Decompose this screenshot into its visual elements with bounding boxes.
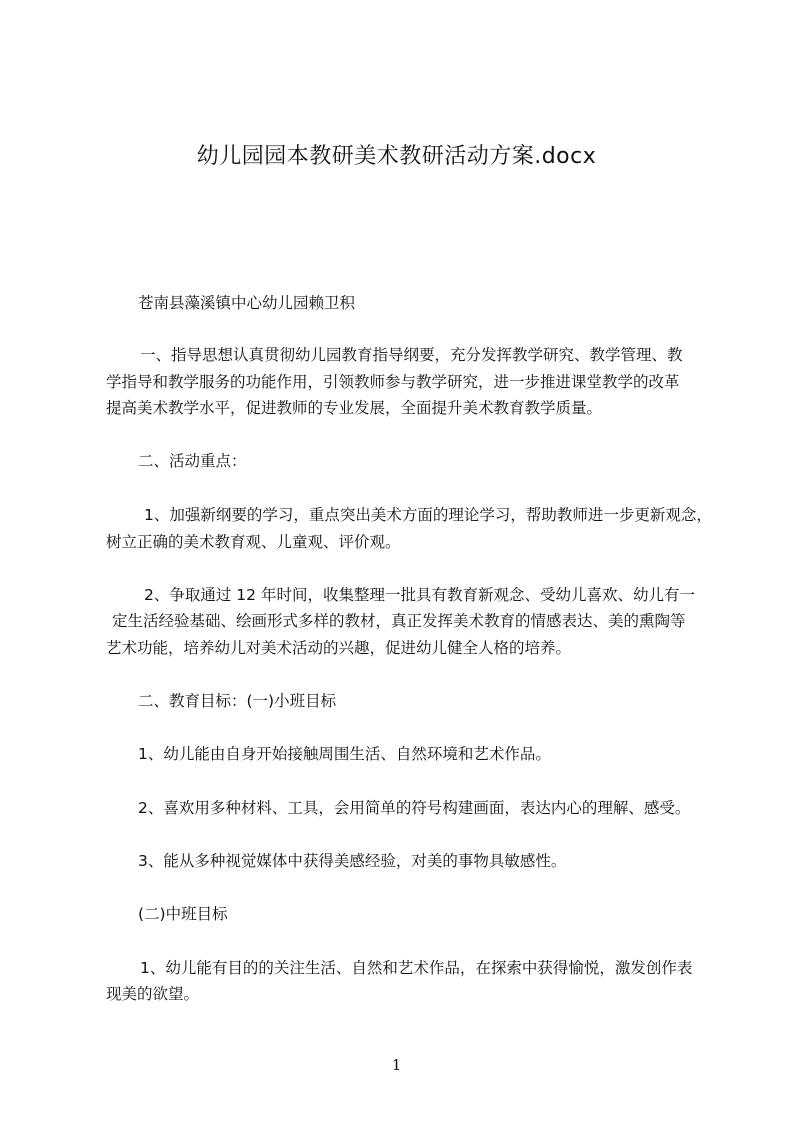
paragraph-line: 树立正确的美术教育观、儿童观、评价观。 (106, 533, 401, 551)
paragraph-line: 学指导和教学服务的功能作用，引领教师参与教学研究，进一步推进课堂教学的改革 (106, 373, 680, 391)
paragraph-line: 1、加强新纲要的学习，重点突出美术方面的理论学习，帮助教师进一步更新观念， (144, 506, 712, 524)
paragraph-line: 提高美术教学水平，促进教师的专业发展，全面提升美术教育教学质量。 (106, 399, 603, 417)
paragraph-line: 2、争取通过 12 年时间，收集整理一批具有教育新观念、受幼儿喜欢、幼儿有一 (144, 586, 695, 604)
paragraph-line: 艺术功能，培养幼儿对美术活动的兴趣，促进幼儿健全人格的培养。 (106, 639, 572, 657)
list-item: 2、喜欢用多种材料、工具，会用简单的符号构建画面，表达内心的理解、感受。 (138, 799, 691, 817)
document-title: 幼儿园园本教研美术教研活动方案.docx (196, 144, 597, 169)
list-item: 3、能从多种视觉媒体中获得美感经验，对美的事物具敏感性。 (138, 852, 567, 870)
section-heading: (二)中班目标 (138, 905, 228, 923)
page-number: 1 (391, 1056, 402, 1074)
list-item: 1、幼儿能由自身开始接触周围生活、自然环境和艺术作品。 (138, 745, 551, 763)
paragraph-line: 定生活经验基础、绘画形式多样的教材，真正发挥美术教育的情感表达、美的熏陶等 (112, 612, 686, 630)
section-heading: 二、教育目标：(一)小班目标 (138, 692, 337, 710)
paragraph-line: 现美的欲望。 (106, 985, 200, 1003)
author-line: 苍南县藻溪镇中心幼儿园赖卫积 (138, 294, 356, 312)
paragraph-line: 1、幼儿能有目的的关注生活、自然和艺术作品，在探索中获得愉悦，激发创作表 (140, 959, 693, 977)
paragraph-line: 一、指导思想认真贯彻幼儿园教育指导纲要，充分发挥教学研究、教学管理、教 (140, 346, 683, 364)
section-heading: 二、活动重点： (138, 452, 247, 470)
